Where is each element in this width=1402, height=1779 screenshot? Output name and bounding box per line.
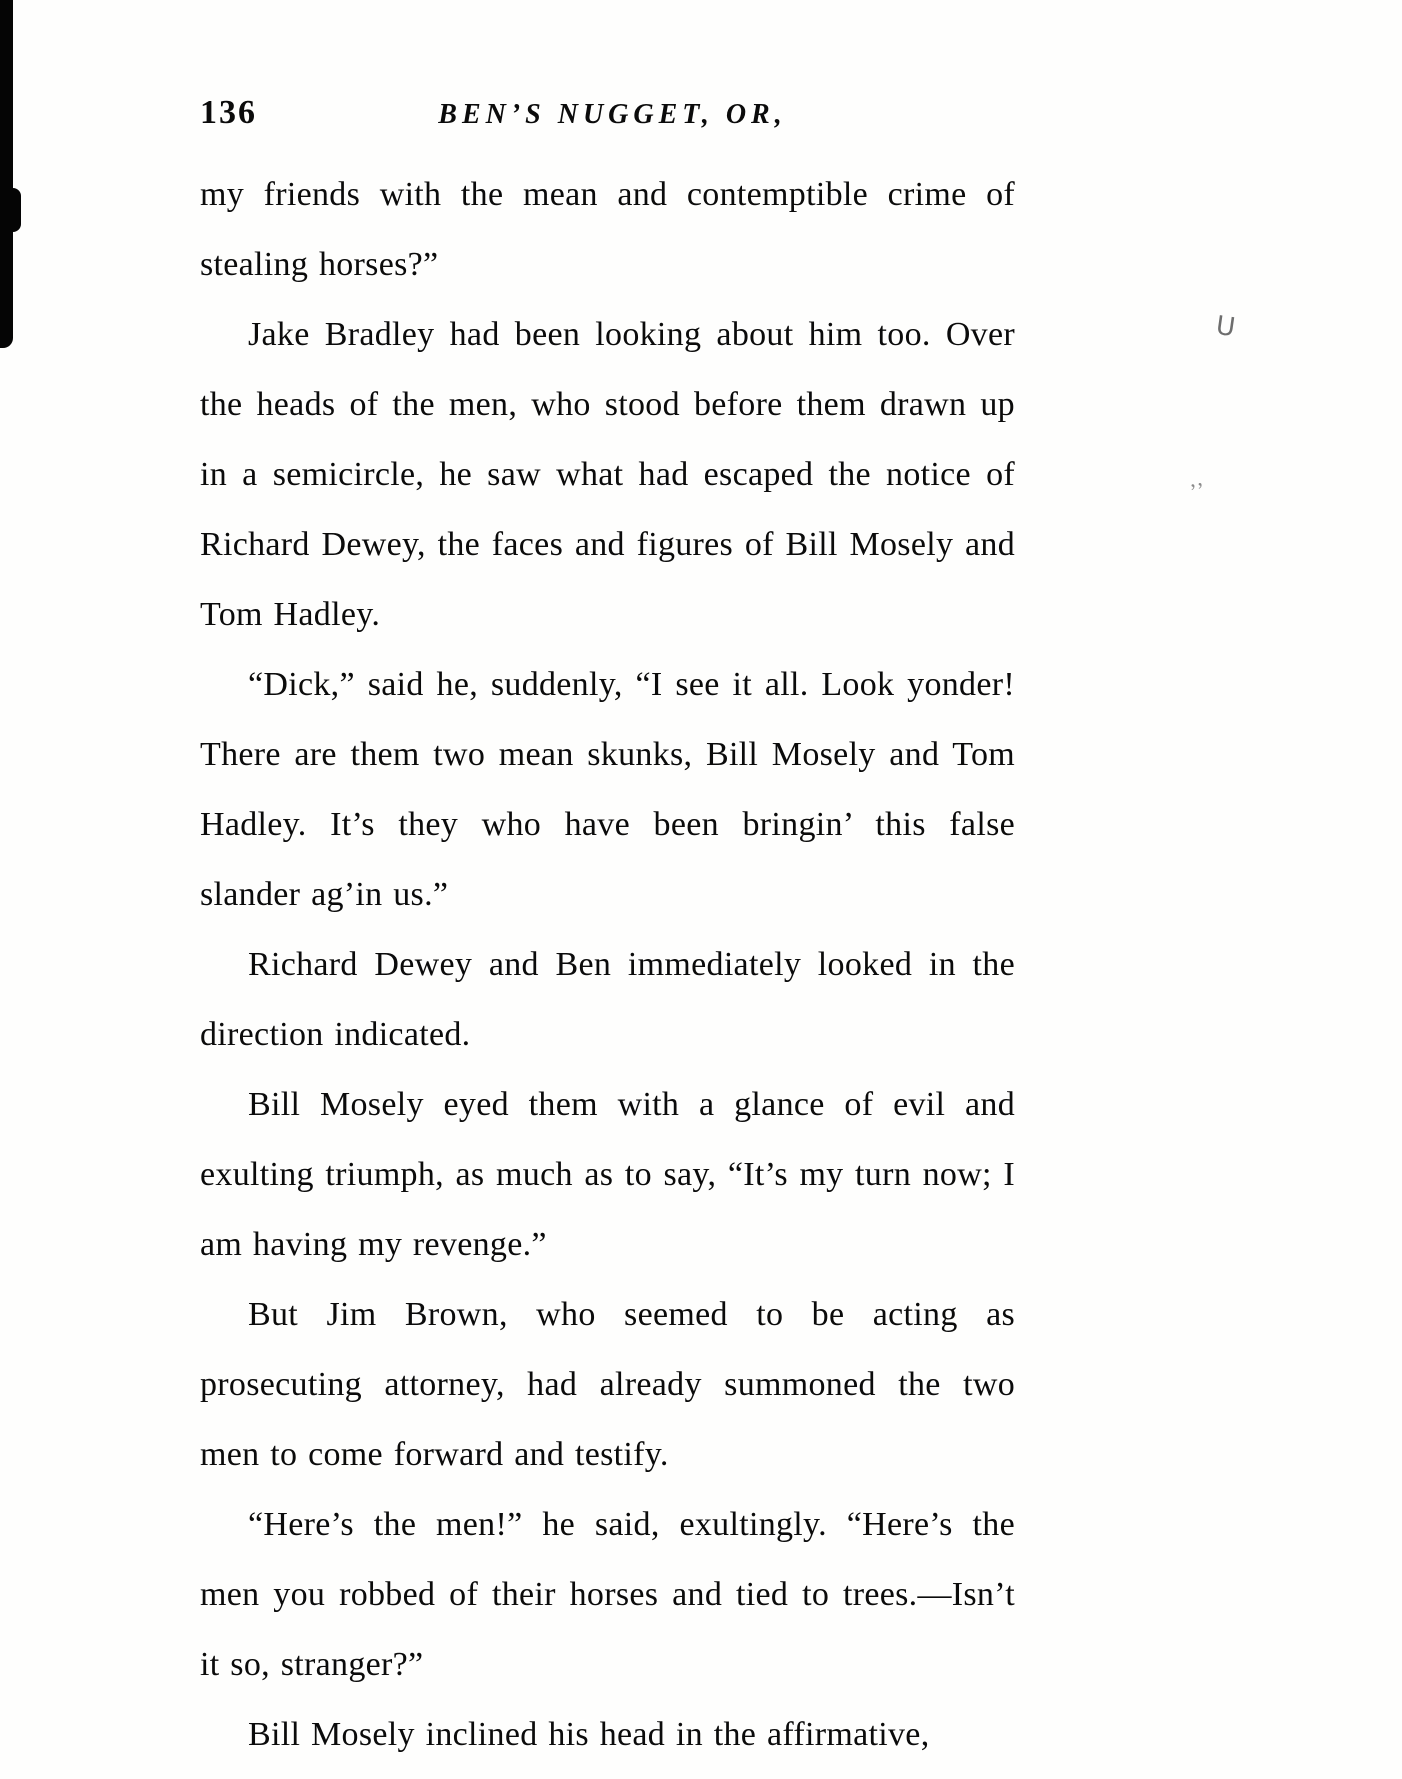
- pencil-mark-artifact: U: [1214, 310, 1238, 344]
- paragraph: Bill Mosely inclined his head in the affirmative,: [248, 1716, 930, 1753]
- paragraph: Richard Dewey and Ben immediately looked in the direction indicated.: [200, 946, 1015, 1053]
- paragraph: “Here’s the men!” he said, exultingly. “Here’s the men you robbed of their horses and tied to trees.—Isn’t it so, stranger?”: [200, 1506, 1015, 1683]
- stray-mark-artifact: ‚‚: [1185, 464, 1205, 493]
- scan-edge-artifact-nub: [0, 188, 21, 232]
- paragraph: Bill Mosely eyed them with a glance of evil and exulting triumph, as much as to say, “It’s my turn now; I am having my revenge.”: [200, 1086, 1015, 1263]
- paragraph: But Jim Brown, who seemed to be acting as prosecuting attorney, had already summoned the two men to come forward and testify.: [200, 1296, 1015, 1473]
- page-header: [200, 94, 1015, 132]
- paragraph: my friends with the mean and contemptible crime of stealing horses?”: [200, 176, 1015, 283]
- page-number: 136: [200, 94, 257, 131]
- body-text: [200, 160, 1015, 1770]
- paragraph: “Dick,” said he, suddenly, “I see it all. Look yonder! There are them two mean skunks, Bill Mosely and Tom Hadley. It’s they who have been bringin’ this false slander ag’in us.”: [200, 666, 1015, 913]
- running-header: BEN’S NUGGET, OR,: [438, 99, 787, 130]
- paragraph: Jake Bradley had been looking about him too. Over the heads of the men, who stood before them drawn up in a semicircle, he saw what had escaped the notice of Richard Dewey, the faces and figures of Bill Mosely and Tom Hadley.: [200, 316, 1015, 633]
- scan-edge-artifact: [0, 0, 13, 348]
